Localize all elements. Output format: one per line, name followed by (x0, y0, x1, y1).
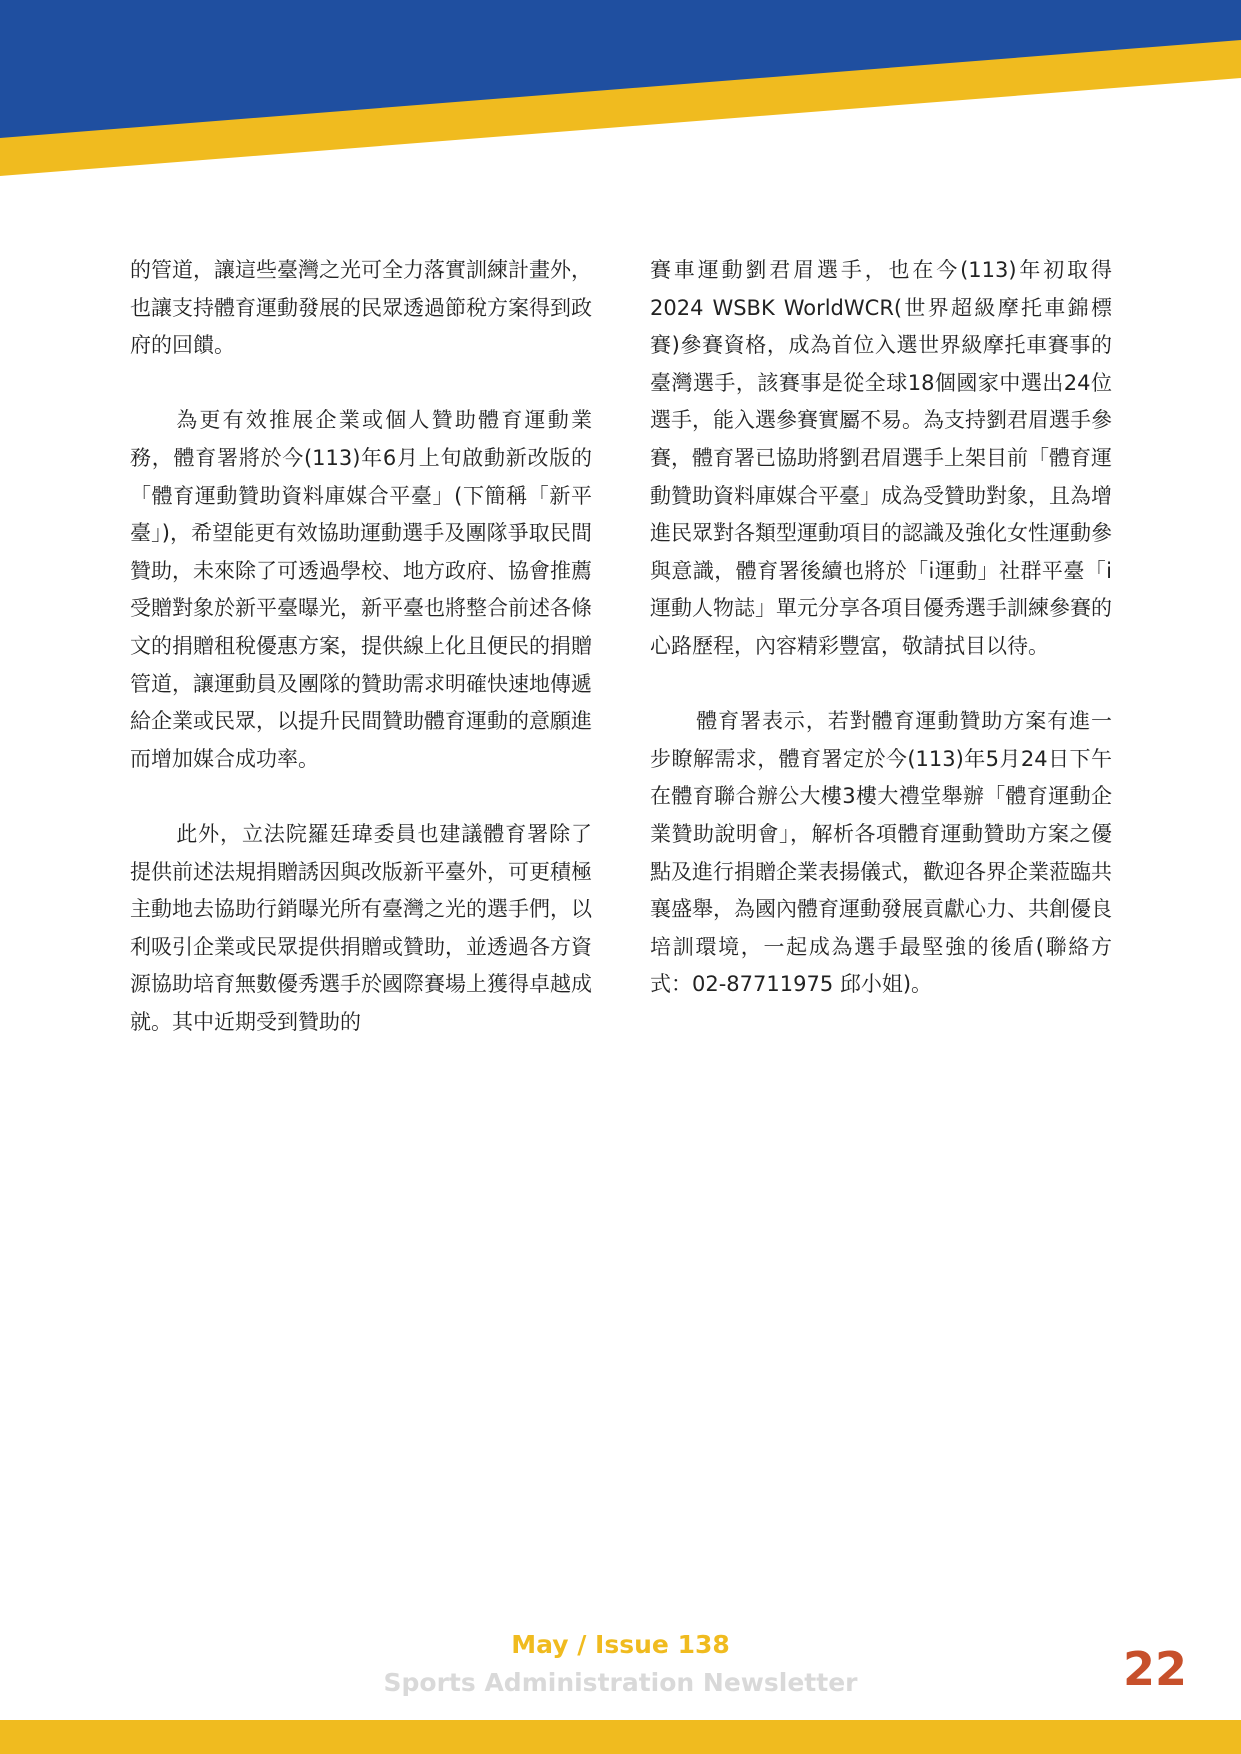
paragraph-left-2: 為更有效推展企業或個人贊助體育運動業務，體育署將於今(113)年6月上旬啟動新改版的「體育運動贊助資料庫媒合平臺」(下簡稱「新平臺」)，希望能更有效協助運動選手及團隊爭取民間贊助，未來除了可透過學校、地方政府、協會推薦受贈對象於新平臺曝光，新平臺也將整合前述各條文的捐贈租稅優惠方案，提供線上化且便民的捐贈管道，讓運動員及團隊的贊助需求明確快速地傳遞給企業或民眾，以提升民間贊助體育運動的意願進而增加媒合成功率。 (130, 408, 592, 771)
page-number: 22 (1122, 1642, 1187, 1696)
paragraph-right-2: 體育署表示，若對體育運動贊助方案有進一步瞭解需求，體育署定於今(113)年5月24日下午在體育聯合辦公大樓3樓大禮堂舉辦「體育運動企業贊助說明會」，解析各項體育運動贊助方案之優點及進行捐贈企業表揚儀式，歡迎各界企業蒞臨共襄盛舉，為國內體育運動發展貢獻心力、共創優良培訓環境，一起成為選手最堅強的後盾(聯絡方式：02-87711975 邱小姐)。 (650, 709, 1112, 997)
paragraph-right-1: 賽車運動劉君眉選手，也在今(113)年初取得2024 WSBK WorldWCR(世界超級摩托車錦標賽)參賽資格，成為首位入選世界級摩托車賽事的臺灣選手，該賽事是從全球18個國家中選出24位選手，能入選參賽實屬不易。為支持劉君眉選手參賽，體育署已協助將劉君眉選手上架目前「體育運動贊助資料庫媒合平臺」成為受贊助對象，且為增進民眾對各類型運動項目的認識及強化女性運動參與意識，體育署後續也將於「i運動」社群平臺「i運動人物誌」單元分享各項目優秀選手訓練參賽的心路歷程，內容精彩豐富，敬請拭目以待。 (650, 258, 1112, 658)
article-right-column (650, 252, 1112, 1041)
footer-newsletter-name: Sports Administration Newsletter (383, 1668, 858, 1697)
article-left-column (130, 252, 592, 1079)
footer-color-band (0, 1720, 1241, 1754)
paragraph-left-1: 的管道，讓這些臺灣之光可全力落實訓練計畫外，也讓支持體育運動發展的民眾透過節稅方案得到政府的回饋。 (130, 258, 592, 358)
header-color-band (0, 0, 1241, 190)
footer-issue-label: May / Issue 138 (511, 1630, 730, 1659)
paragraph-left-3: 此外，立法院羅廷瑋委員也建議體育署除了提供前述法規捐贈誘因與改版新平臺外，可更積極主動地去協助行銷曝光所有臺灣之光的選手們，以利吸引企業或民眾提供捐贈或贊助，並透過各方資源協助培育無數優秀選手於國際賽場上獲得卓越成就。其中近期受到贊助的 (130, 821, 592, 1034)
